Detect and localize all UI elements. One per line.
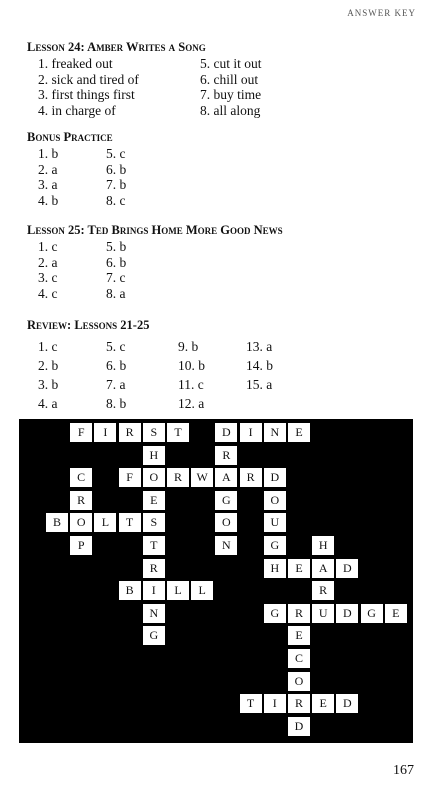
- lesson-25-title: Lesson 25: Ted Brings Home More Good News: [27, 223, 283, 237]
- crossword-grid: [19, 419, 413, 743]
- answer-item: 6. b: [106, 358, 127, 373]
- crossword-cell: F: [69, 422, 93, 443]
- bonus-practice-title: Bonus Practice: [27, 130, 113, 144]
- answer-item: 2. sick and tired of: [38, 71, 139, 87]
- crossword-cell: B: [118, 580, 142, 601]
- answer-item: 7. buy time: [200, 87, 262, 102]
- crossword-cell: O: [263, 490, 287, 511]
- crossword-cell: I: [142, 580, 166, 601]
- answer-item: 4. a: [38, 396, 58, 411]
- crossword-cell: R: [142, 558, 166, 579]
- crossword-cell: R: [214, 445, 238, 466]
- running-head: ANSWER KEY: [347, 8, 416, 18]
- answer-item: 3. c: [38, 270, 58, 285]
- answer-item: 1. c: [38, 239, 58, 254]
- crossword-cell: E: [287, 558, 311, 579]
- answer-item: 9. b: [178, 339, 199, 354]
- crossword-cell: E: [311, 693, 335, 714]
- answer-item: 2. b: [38, 358, 59, 373]
- crossword-cell: E: [384, 603, 408, 624]
- answer-item: 8. c: [106, 192, 126, 208]
- answer-item: 3. a: [38, 177, 58, 192]
- crossword-cell: F: [118, 467, 142, 488]
- crossword-cell: A: [311, 558, 335, 579]
- answer-item: 8. all along: [200, 102, 261, 118]
- answer-item: 8. a: [106, 285, 126, 301]
- answer-item: 5. cut it out: [200, 56, 262, 71]
- crossword-cell: G: [263, 535, 287, 556]
- answer-item: 1. b: [38, 146, 59, 161]
- answer-item: 2. a: [38, 161, 58, 177]
- review-answers: [38, 337, 306, 413]
- crossword-cell: G: [214, 490, 238, 511]
- crossword-cell: R: [166, 467, 190, 488]
- crossword-cell: I: [263, 693, 287, 714]
- answer-item: 1. c: [38, 339, 58, 354]
- lesson-24-title: Lesson 24: Amber Writes a Song: [27, 40, 206, 54]
- review-title: Review: Lessons 21-25: [27, 318, 150, 332]
- crossword-cell: C: [69, 467, 93, 488]
- answer-item: 11. c: [178, 377, 204, 392]
- crossword-cell: H: [142, 445, 166, 466]
- crossword-cell: B: [45, 512, 69, 533]
- crossword-cell: O: [142, 467, 166, 488]
- answer-item: 12. a: [178, 396, 205, 411]
- crossword-cell: I: [93, 422, 117, 443]
- crossword-cell: D: [335, 693, 359, 714]
- crossword-cell: T: [118, 512, 142, 533]
- crossword-cell: D: [335, 558, 359, 579]
- answer-item: 6. chill out: [200, 71, 259, 87]
- crossword-cell: O: [287, 671, 311, 692]
- crossword-cell: R: [287, 603, 311, 624]
- crossword-cell: G: [263, 603, 287, 624]
- crossword-cell: O: [69, 512, 93, 533]
- crossword-cell: R: [311, 580, 335, 601]
- crossword-cell: G: [360, 603, 384, 624]
- crossword-cell: S: [142, 422, 166, 443]
- answer-item: 2. a: [38, 254, 58, 270]
- crossword-cell: P: [69, 535, 93, 556]
- answer-item: 7. a: [106, 377, 126, 392]
- crossword-cell: D: [287, 716, 311, 737]
- crossword-cell: E: [287, 422, 311, 443]
- crossword-cell: S: [142, 512, 166, 533]
- lesson-25-answers: [38, 239, 166, 301]
- crossword-cell: C: [287, 648, 311, 669]
- answer-item: 15. a: [246, 377, 273, 392]
- crossword-cell: A: [214, 467, 238, 488]
- crossword-cell: U: [311, 603, 335, 624]
- crossword-cell: R: [239, 467, 263, 488]
- page-number: 167: [393, 763, 414, 778]
- bonus-practice-answers: [38, 146, 166, 208]
- answer-item: 10. b: [178, 358, 205, 373]
- lesson-24-answers: [38, 56, 320, 118]
- crossword-cell: R: [287, 693, 311, 714]
- answer-item: 4. c: [38, 285, 58, 301]
- answer-item: 3. first things first: [38, 87, 135, 102]
- crossword-cell: U: [263, 512, 287, 533]
- crossword-cell: G: [142, 625, 166, 646]
- answer-item: 5. b: [106, 239, 127, 254]
- answer-item: 5. c: [106, 146, 126, 161]
- crossword-cell: T: [166, 422, 190, 443]
- answer-item: 1. freaked out: [38, 56, 113, 71]
- answer-item: 7. c: [106, 270, 126, 285]
- answer-item: 14. b: [246, 358, 273, 373]
- answer-item: 4. b: [38, 192, 59, 208]
- crossword-cell: H: [311, 535, 335, 556]
- crossword-cell: L: [190, 580, 214, 601]
- crossword-cell: H: [263, 558, 287, 579]
- crossword-cell: O: [214, 512, 238, 533]
- answer-item: 5. c: [106, 339, 126, 354]
- crossword-cell: D: [214, 422, 238, 443]
- crossword-cell: E: [287, 625, 311, 646]
- crossword-cell: N: [142, 603, 166, 624]
- crossword-cell: R: [118, 422, 142, 443]
- answer-item: 6. b: [106, 161, 127, 177]
- answer-item: 13. a: [246, 339, 273, 354]
- crossword-cell: E: [142, 490, 166, 511]
- answer-item: 8. b: [106, 396, 127, 411]
- crossword-cell: D: [263, 467, 287, 488]
- crossword-cell: D: [335, 603, 359, 624]
- crossword-cell: W: [190, 467, 214, 488]
- answer-item: 4. in charge of: [38, 102, 116, 118]
- crossword-cell: T: [239, 693, 263, 714]
- crossword-cell: L: [166, 580, 190, 601]
- answer-item: 3. b: [38, 377, 59, 392]
- crossword-cell: I: [239, 422, 263, 443]
- crossword-cell: T: [142, 535, 166, 556]
- crossword-cell: L: [93, 512, 117, 533]
- crossword-cell: N: [263, 422, 287, 443]
- answer-item: 7. b: [106, 177, 127, 192]
- answer-item: 6. b: [106, 254, 127, 270]
- crossword-cell: N: [214, 535, 238, 556]
- answer-item: [246, 394, 306, 413]
- crossword-cell: R: [69, 490, 93, 511]
